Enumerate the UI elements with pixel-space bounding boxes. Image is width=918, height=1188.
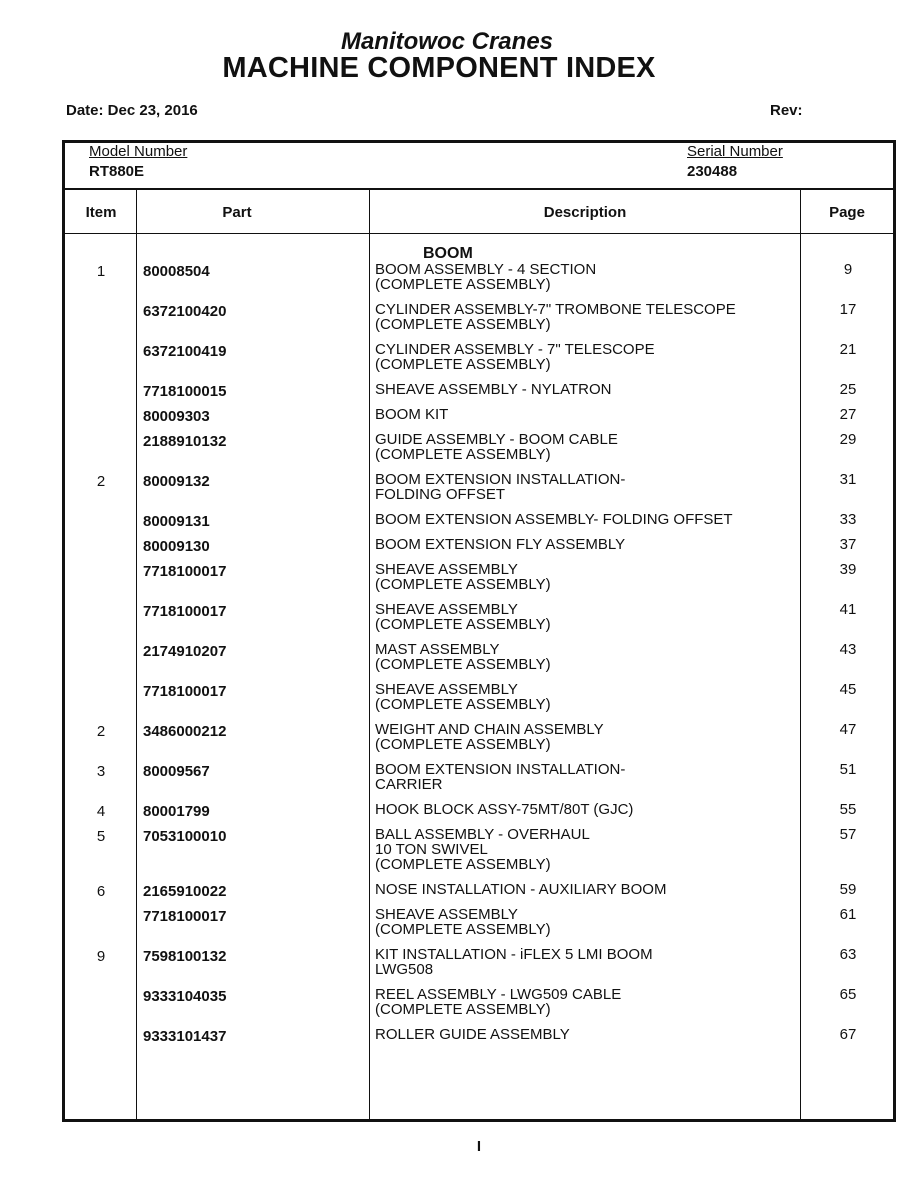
table-row (65, 382, 893, 407)
row-description-line: BOOM EXTENSION INSTALLATION- (375, 471, 626, 488)
row-part-number: 2174910207 (143, 643, 227, 660)
row-description-line: (COMPLETE ASSEMBLY) (375, 616, 551, 633)
table-row (65, 1027, 893, 1052)
row-page-number: 33 (839, 511, 857, 528)
row-page-number: 31 (839, 471, 857, 488)
row-description-line: BOOM EXTENSION INSTALLATION- (375, 761, 626, 778)
row-description-line: BOOM EXTENSION FLY ASSEMBLY (375, 536, 626, 553)
row-part-number: 80009132 (143, 473, 210, 490)
row-description-line: CYLINDER ASSEMBLY - 7" TELESCOPE (375, 341, 655, 358)
row-description-line: (COMPLETE ASSEMBLY) (375, 921, 551, 938)
row-description-line: SHEAVE ASSEMBLY - NYLATRON (375, 381, 612, 398)
row-description-line: WEIGHT AND CHAIN ASSEMBLY (375, 721, 604, 738)
row-page-number: 39 (839, 561, 857, 578)
row-page-number: 67 (839, 1026, 857, 1043)
row-description-line: BALL ASSEMBLY - OVERHAUL (375, 826, 590, 843)
row-description (375, 537, 795, 552)
row-description-line: (COMPLETE ASSEMBLY) (375, 656, 551, 673)
column-header-item: Item (85, 204, 117, 221)
column-header-part: Part (222, 204, 252, 221)
row-description-line: 10 TON SWIVEL (375, 841, 488, 858)
row-description-line: (COMPLETE ASSEMBLY) (375, 356, 551, 373)
row-description (375, 262, 795, 292)
table-row (65, 432, 893, 472)
row-description-line: (COMPLETE ASSEMBLY) (375, 446, 551, 463)
row-description (375, 602, 795, 632)
row-part-number: 80009131 (143, 513, 210, 530)
row-description (375, 1027, 795, 1042)
table-row (65, 407, 893, 432)
row-part-number: 80009303 (143, 408, 210, 425)
row-part-number: 7053100010 (143, 828, 227, 845)
brand-name: Manitowoc Cranes (340, 28, 554, 55)
row-description (375, 722, 795, 752)
table-row (65, 262, 893, 302)
column-header-divider (65, 233, 893, 234)
document-revision: Rev: (770, 102, 803, 119)
column-header-page: Page (829, 204, 865, 221)
row-page-number: 21 (839, 341, 857, 358)
row-page-number: 61 (839, 906, 857, 923)
row-description (375, 472, 795, 502)
row-description (375, 802, 795, 817)
row-description (375, 512, 795, 527)
row-description-line: NOSE INSTALLATION - AUXILIARY BOOM (375, 881, 667, 898)
row-part-number: 2165910022 (143, 883, 227, 900)
table-row (65, 722, 893, 762)
table-row (65, 802, 893, 827)
row-page-number: 59 (839, 881, 857, 898)
row-part-number: 9333101437 (143, 1028, 227, 1045)
row-item-number: 4 (96, 803, 106, 820)
table-row (65, 827, 893, 882)
model-number-value: RT880E (89, 163, 145, 180)
row-description-line: (COMPLETE ASSEMBLY) (375, 696, 551, 713)
table-row (65, 682, 893, 722)
row-description-line: MAST ASSEMBLY (375, 641, 500, 658)
table-row (65, 602, 893, 642)
row-page-number: 17 (839, 301, 857, 318)
row-part-number: 7718100017 (143, 563, 227, 580)
row-page-number: 55 (839, 801, 857, 818)
table-row (65, 907, 893, 947)
serial-number-block (687, 142, 783, 182)
row-description (375, 432, 795, 462)
serial-number-label: Serial Number (687, 143, 783, 160)
table-row (65, 302, 893, 342)
row-description-line: REEL ASSEMBLY - LWG509 CABLE (375, 986, 622, 1003)
model-number-block (89, 142, 187, 182)
row-description (375, 642, 795, 672)
row-page-number: 27 (839, 406, 857, 423)
row-description-line: SHEAVE ASSEMBLY (375, 561, 518, 578)
row-part-number: 7598100132 (143, 948, 227, 965)
row-description (375, 907, 795, 937)
row-description-line: HOOK BLOCK ASSY-75MT/80T (GJC) (375, 801, 634, 818)
table-row (65, 947, 893, 987)
table-row (65, 562, 893, 602)
row-part-number: 80001799 (143, 803, 210, 820)
row-description (375, 382, 795, 397)
row-part-number: 7718100017 (143, 908, 227, 925)
row-description-line: LWG508 (375, 961, 434, 978)
row-item-number: 1 (96, 263, 106, 280)
row-page-number: 65 (839, 986, 857, 1003)
row-description-line: (COMPLETE ASSEMBLY) (375, 1001, 551, 1018)
row-item-number: 3 (96, 763, 106, 780)
row-item-number: 6 (96, 883, 106, 900)
row-description-line: CYLINDER ASSEMBLY-7" TROMBONE TELESCOPE (375, 301, 736, 318)
table-row (65, 762, 893, 802)
table-row (65, 342, 893, 382)
row-item-number: 9 (96, 948, 106, 965)
row-page-number: 51 (839, 761, 857, 778)
row-description-line: SHEAVE ASSEMBLY (375, 601, 518, 618)
row-page-number: 25 (839, 381, 857, 398)
header-divider (65, 188, 893, 190)
row-description (375, 302, 795, 332)
row-description-line: BOOM KIT (375, 406, 449, 423)
row-description-line: ROLLER GUIDE ASSEMBLY (375, 1026, 570, 1043)
column-header-description: Description (543, 204, 627, 221)
row-description-line: KIT INSTALLATION - iFLEX 5 LMI BOOM (375, 946, 653, 963)
row-description-line: FOLDING OFFSET (375, 486, 506, 503)
table-row (65, 537, 893, 562)
row-description-line: SHEAVE ASSEMBLY (375, 906, 518, 923)
row-page-number: 45 (839, 681, 857, 698)
row-description (375, 947, 795, 977)
row-page-number: 63 (839, 946, 857, 963)
row-description-line: (COMPLETE ASSEMBLY) (375, 856, 551, 873)
row-part-number: 7718100017 (143, 603, 227, 620)
row-description-line: GUIDE ASSEMBLY - BOOM CABLE (375, 431, 618, 448)
row-part-number: 6372100420 (143, 303, 227, 320)
row-page-number: 57 (839, 826, 857, 843)
section-heading-row (65, 246, 893, 262)
row-part-number: 7718100017 (143, 683, 227, 700)
row-description-line: (COMPLETE ASSEMBLY) (375, 276, 551, 293)
serial-number-value: 230488 (687, 163, 738, 180)
row-part-number: 80008504 (143, 263, 210, 280)
row-page-number: 41 (839, 601, 857, 618)
row-description (375, 762, 795, 792)
row-part-number: 9333104035 (143, 988, 227, 1005)
row-page-number: 9 (843, 261, 853, 278)
row-description-line: BOOM EXTENSION ASSEMBLY- FOLDING OFFSET (375, 511, 733, 528)
row-description-line: (COMPLETE ASSEMBLY) (375, 576, 551, 593)
row-description (375, 987, 795, 1017)
row-description (375, 882, 795, 897)
row-description-line: SHEAVE ASSEMBLY (375, 681, 518, 698)
section-heading: BOOM (423, 245, 473, 262)
page-number: I (476, 1138, 482, 1155)
row-page-number: 47 (839, 721, 857, 738)
model-number-label: Model Number (89, 143, 188, 160)
row-description-line: (COMPLETE ASSEMBLY) (375, 736, 551, 753)
row-description (375, 827, 795, 872)
row-description-line: BOOM ASSEMBLY - 4 SECTION (375, 261, 597, 278)
row-part-number: 7718100015 (143, 383, 227, 400)
row-part-number: 3486000212 (143, 723, 227, 740)
table-row (65, 882, 893, 907)
row-item-number: 2 (96, 473, 106, 490)
row-description (375, 682, 795, 712)
row-page-number: 43 (839, 641, 857, 658)
row-part-number: 80009567 (143, 763, 210, 780)
row-description-line: CARRIER (375, 776, 443, 793)
table-row (65, 987, 893, 1027)
row-page-number: 29 (839, 431, 857, 448)
row-page-number: 37 (839, 536, 857, 553)
row-item-number: 2 (96, 723, 106, 740)
row-part-number: 6372100419 (143, 343, 227, 360)
row-description (375, 342, 795, 372)
table-row (65, 512, 893, 537)
row-part-number: 2188910132 (143, 433, 227, 450)
document-title: MACHINE COMPONENT INDEX (222, 52, 656, 84)
row-description-line: (COMPLETE ASSEMBLY) (375, 316, 551, 333)
document-date: Date: Dec 23, 2016 (66, 102, 198, 119)
row-description (375, 562, 795, 592)
row-part-number: 80009130 (143, 538, 210, 555)
table-row (65, 472, 893, 512)
component-rows (65, 246, 893, 1052)
row-item-number: 5 (96, 828, 106, 845)
table-row (65, 642, 893, 682)
row-description (375, 407, 795, 422)
